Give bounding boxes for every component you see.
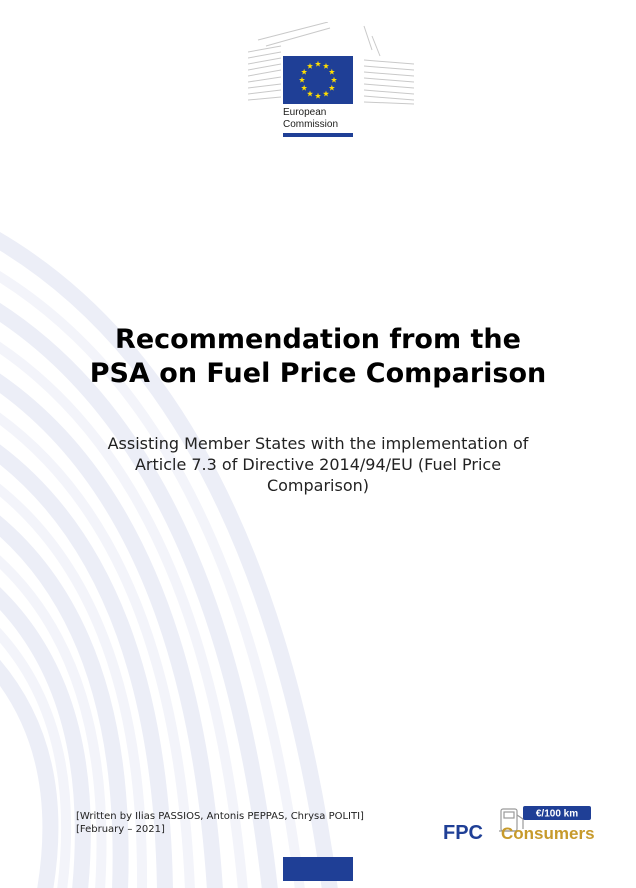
title-line-1: Recommendation from the	[115, 324, 521, 355]
subtitle-line-2: Article 7.3 of Directive 2014/94/EU (Fuel Price	[134, 455, 502, 474]
logo-wordmark	[283, 107, 338, 131]
logo-underline	[283, 133, 353, 137]
title-line-2: PSA on Fuel Price Comparison	[89, 358, 547, 389]
logo-line-1: European	[283, 107, 327, 118]
fpc-consumers-logo	[443, 803, 595, 845]
subtitle-line-1: Assisting Member States with the implementation of	[107, 434, 529, 453]
bottom-color-bar	[283, 857, 353, 881]
logo-line-2: Commission	[283, 119, 339, 130]
authors-line: [Written by Ilias PASSIOS, Antonis PEPPAS, Chrysa POLITI]	[76, 811, 364, 822]
fpc-text: FPC	[443, 822, 483, 844]
date-line: [February – 2021]	[76, 824, 165, 835]
document-subtitle	[70, 433, 566, 496]
price-badge-text: €/100 km	[535, 808, 579, 820]
subtitle-line-3: Comparison)	[266, 476, 370, 495]
document-title	[40, 323, 596, 391]
consumers-text: Consumers	[501, 824, 595, 843]
author-block	[76, 810, 364, 836]
